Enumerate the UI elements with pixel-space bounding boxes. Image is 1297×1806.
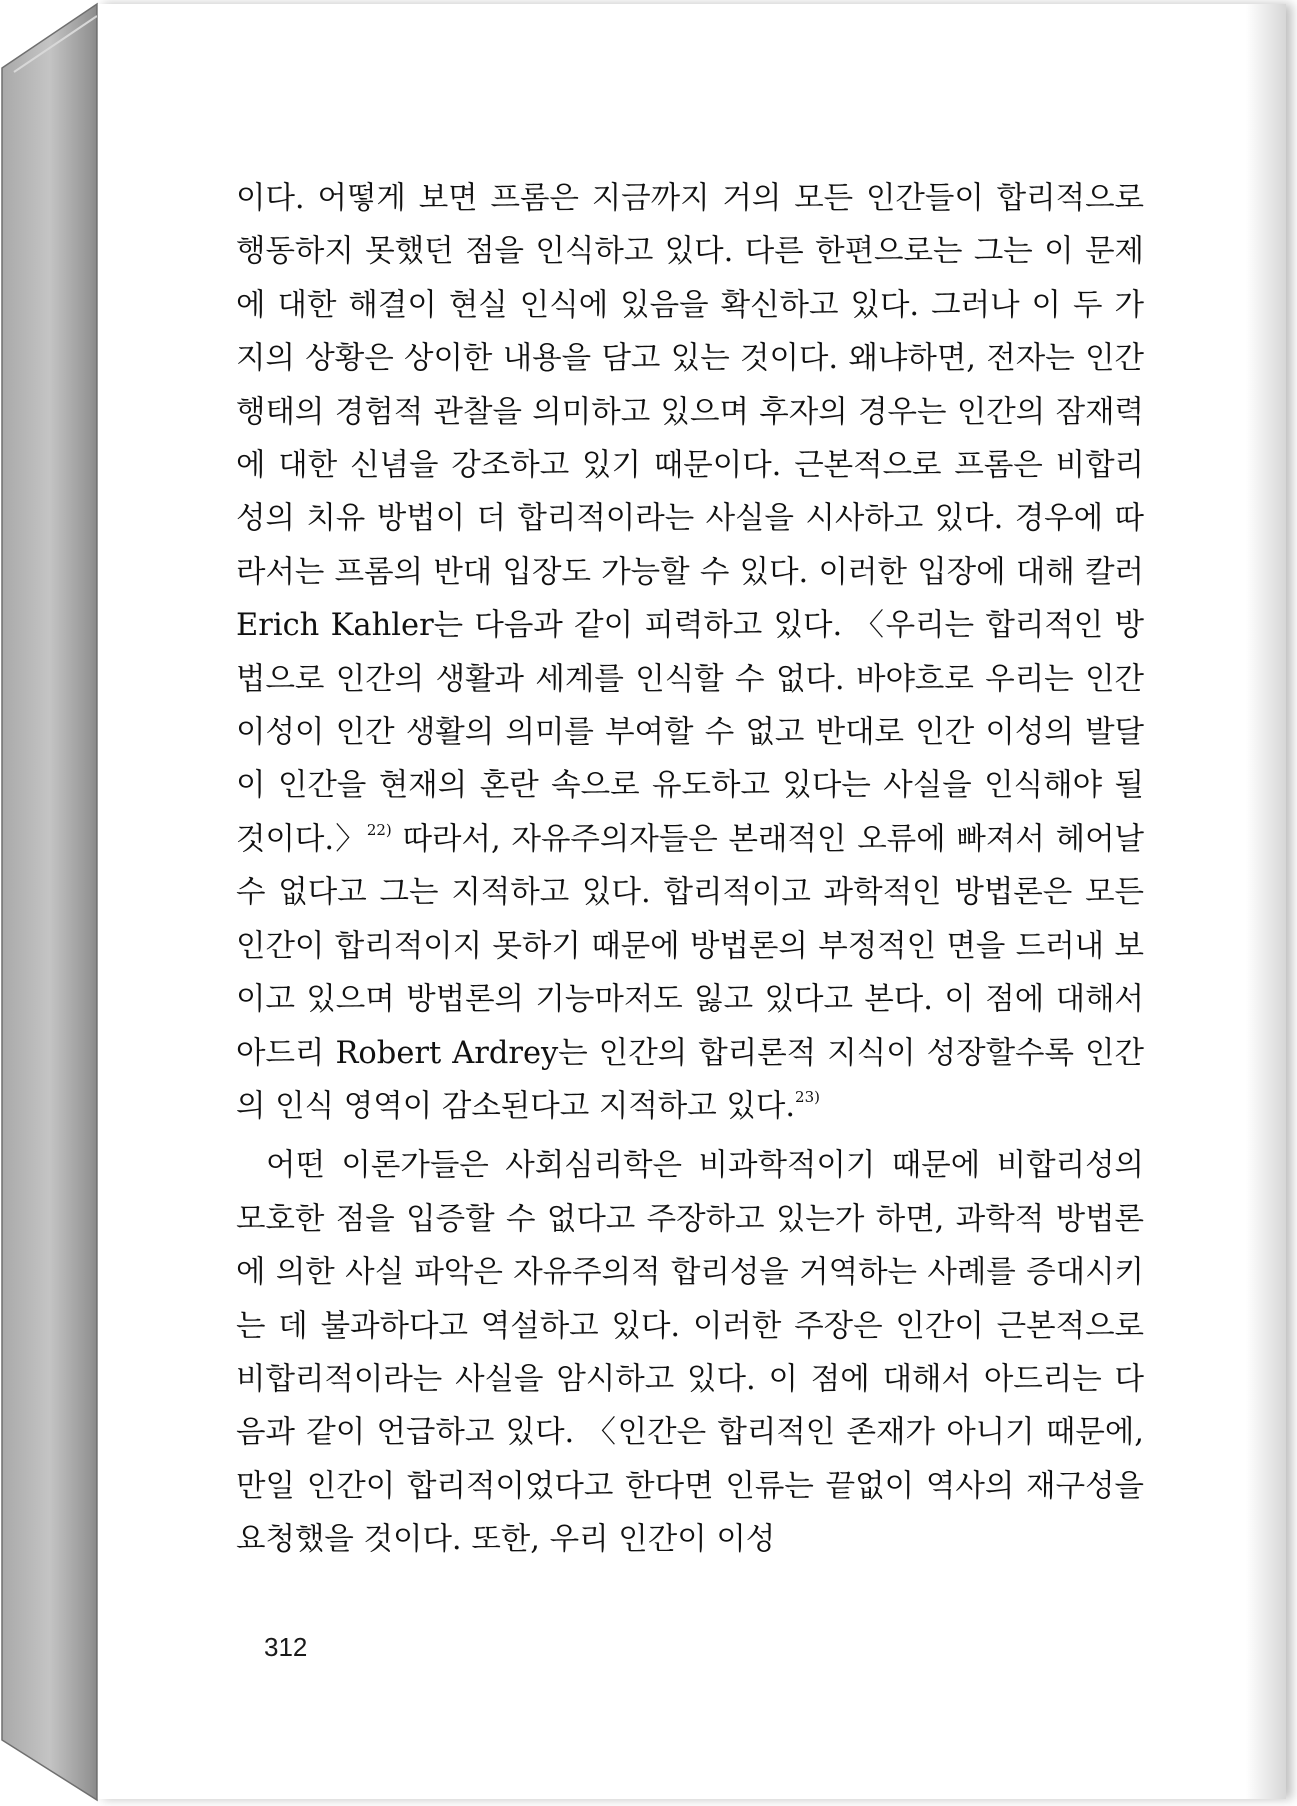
page-edge-shadow (1246, 4, 1286, 1799)
footnote-marker: 22) (366, 820, 392, 839)
paragraph-text: 이다. 어떻게 보면 프롬은 지금까지 거의 모든 인간들이 합리적으로 행동하지 못했던 점을 인식하고 있다. 다른 한편으로는 그는 이 문제에 대한 해결이 현실 인식에 있음을 확신하고 있다. 그러나 이 두 가지의 상황은 상이한 내용을 담고 있는 것이다. 왜냐하면, 전자는 인간 행태의 경험적 관찰을 의미하고 있으며 후자의 경우는 인간의 잠재력에 대한 신념을 강조하고 있기 때문이다. 근본적으로 프롬은 비합리성의 치유 방법이 더 합리적이라는 사실을 시사하고 있다. 경우에 따라서는 프롬의 반대 입장도 가능할 수 있다. 이러한 입장에 대해 칼러 Erich Kahler는 다음과 같이 피력하고 있다. 〈우리는 합리적인 방법으로 인간의 생활과 세계를 인식할 수 없다. 바야흐로 우리는 인간 이성이 인간 생활의 의미를 부여할 수 없고 반대로 인간 이성의 발달이 인간을 현재의 혼란 속으로 유도하고 있다는 사실을 인식해야 될 것이다.〉 (236, 181, 1144, 857)
paragraph-2 (236, 1139, 1144, 1566)
paragraph-text: 어떤 이론가들은 사회심리학은 비과학적이기 때문에 비합리성의 모호한 점을 입증할 수 없다고 주장하고 있는가 하면, 과학적 방법론에 의한 사실 파악은 자유주의적 합리성을 거역하는 사례를 증대시키는 데 불과하다고 역설하고 있다. 이러한 주장은 인간이 근본적으로 비합리적이라는 사실을 암시하고 있다. 이 점에 대해서 아드리는 다음과 같이 언급하고 있다. 〈인간은 합리적인 존재가 아니기 때문에, 만일 인간이 합리적이었다고 한다면 인류는 끝없이 역사의 재구성을 요청했을 것이다. 또한, 우리 인간이 이성 (236, 1148, 1144, 1558)
paragraph-1 (236, 172, 1144, 1133)
footnote-marker: 23) (795, 1087, 820, 1106)
page-number: 312 (264, 1632, 308, 1662)
book-page (97, 4, 1286, 1799)
paragraph-text: 따라서, 자유주의자들은 본래적인 오류에 빠져서 헤어날 수 없다고 그는 지적하고 있다. 합리적이고 과학적인 방법론은 모든 인간이 합리적이지 못하기 때문에 방법론의 부정적인 면을 드러내 보이고 있으며 방법론의 기능마저도 잃고 있다고 본다. 이 점에 대해서 아드리 Robert Ardrey는 인간의 합리론적 지식이 성장할수록 인간의 인식 영역이 감소된다고 지적하고 있다. (236, 821, 1144, 1124)
body-text (236, 172, 1144, 1567)
